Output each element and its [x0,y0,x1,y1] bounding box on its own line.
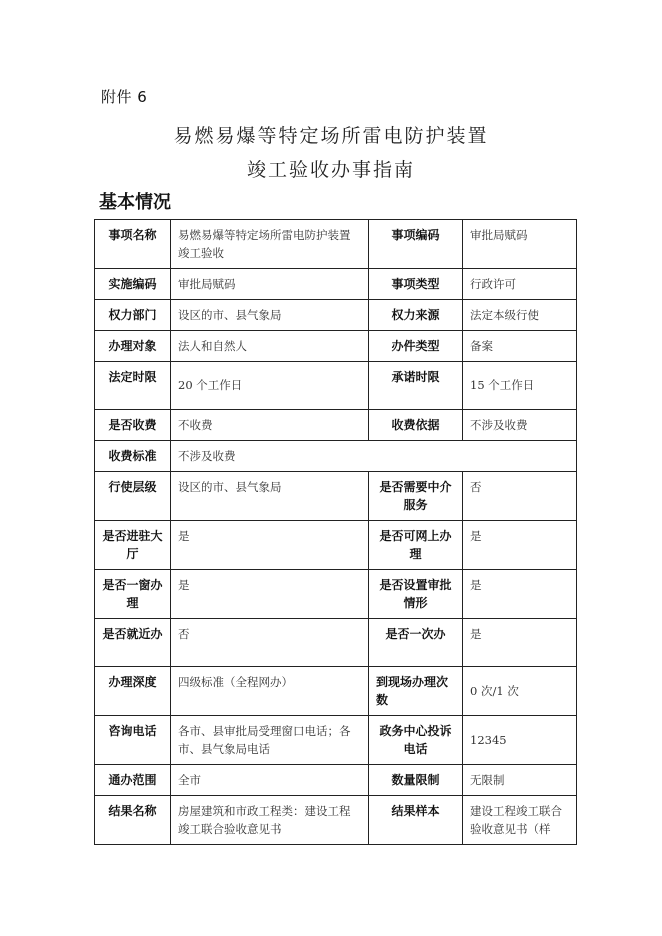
row-value: 法定本级行使 [463,300,577,331]
row-value: 是 [171,521,369,570]
row-value: 法人和自然人 [171,331,369,362]
row-value: 不涉及收费 [463,410,577,441]
attachment-number: 附件 6 [101,88,148,106]
row-label: 是否进驻大厅 [95,521,171,570]
row-label: 结果样本 [369,796,463,845]
row-label: 政务中心投诉电话 [369,716,463,765]
table-row [95,765,577,796]
row-label: 数量限制 [369,765,463,796]
row-label: 办理深度 [95,667,171,716]
row-value: 行政许可 [463,269,577,300]
row-label: 法定时限 [95,362,171,410]
row-label: 是否就近办 [95,619,171,667]
table-row [95,331,577,362]
row-value: 不涉及收费 [171,441,577,472]
row-label: 事项名称 [95,220,171,269]
row-label: 办理对象 [95,331,171,362]
row-label: 权力部门 [95,300,171,331]
row-value: 不收费 [171,410,369,441]
row-value: 易燃易爆等特定场所雷电防护装置竣工验收 [171,220,369,269]
row-value: 全市 [171,765,369,796]
row-value: 审批局赋码 [463,220,577,269]
row-label: 咨询电话 [95,716,171,765]
row-value: 各市、县审批局受理窗口电话；各市、县气象局电话 [171,716,369,765]
row-value: 15 个工作日 [463,362,577,410]
row-value: 12345 [463,716,577,765]
section-heading: 基本情况 [99,192,171,213]
row-label: 是否可网上办理 [369,521,463,570]
row-value: 是 [463,521,577,570]
row-value: 否 [171,619,369,667]
row-label: 收费依据 [369,410,463,441]
row-value: 审批局赋码 [171,269,369,300]
row-label: 到现场办理次数 [369,667,463,716]
table-row [95,220,577,269]
table-row [95,269,577,300]
table-row [95,300,577,331]
table-row [95,410,577,441]
table-row [95,521,577,570]
row-label: 是否需要中介服务 [369,472,463,521]
row-value: 否 [463,472,577,521]
row-value: 是 [463,570,577,619]
row-label: 行使层级 [95,472,171,521]
table-row [95,667,577,716]
row-label: 办件类型 [369,331,463,362]
row-label: 权力来源 [369,300,463,331]
document-title-line-2: 竣工验收办事指南 [246,159,415,181]
row-label: 事项类型 [369,269,463,300]
table-row [95,796,577,845]
row-label: 是否设置审批情形 [369,570,463,619]
row-value: 房屋建筑和市政工程类：建设工程竣工联合验收意见书 [171,796,369,845]
table-row [95,441,577,472]
row-value: 0 次/1 次 [463,667,577,716]
row-label: 事项编码 [369,220,463,269]
row-label: 实施编码 [95,269,171,300]
row-label: 是否一窗办理 [95,570,171,619]
row-label: 承诺时限 [369,362,463,410]
table-row [95,570,577,619]
row-label: 是否收费 [95,410,171,441]
row-label: 是否一次办 [369,619,463,667]
row-label: 结果名称 [95,796,171,845]
basic-info-table [94,219,577,845]
row-value: 四级标准（全程网办） [171,667,369,716]
row-label: 收费标准 [95,441,171,472]
row-value: 是 [463,619,577,667]
table-row [95,619,577,667]
row-value: 设区的市、县气象局 [171,300,369,331]
row-label: 通办范围 [95,765,171,796]
row-value: 备案 [463,331,577,362]
row-value: 无限制 [463,765,577,796]
row-value: 是 [171,570,369,619]
document-title-line-1: 易燃易爆等特定场所雷电防护装置 [173,125,489,147]
row-value: 建设工程竣工联合验收意见书（样 [463,796,577,845]
row-value: 设区的市、县气象局 [171,472,369,521]
table-row [95,472,577,521]
table-row [95,362,577,410]
table-row [95,716,577,765]
row-value: 20 个工作日 [171,362,369,410]
